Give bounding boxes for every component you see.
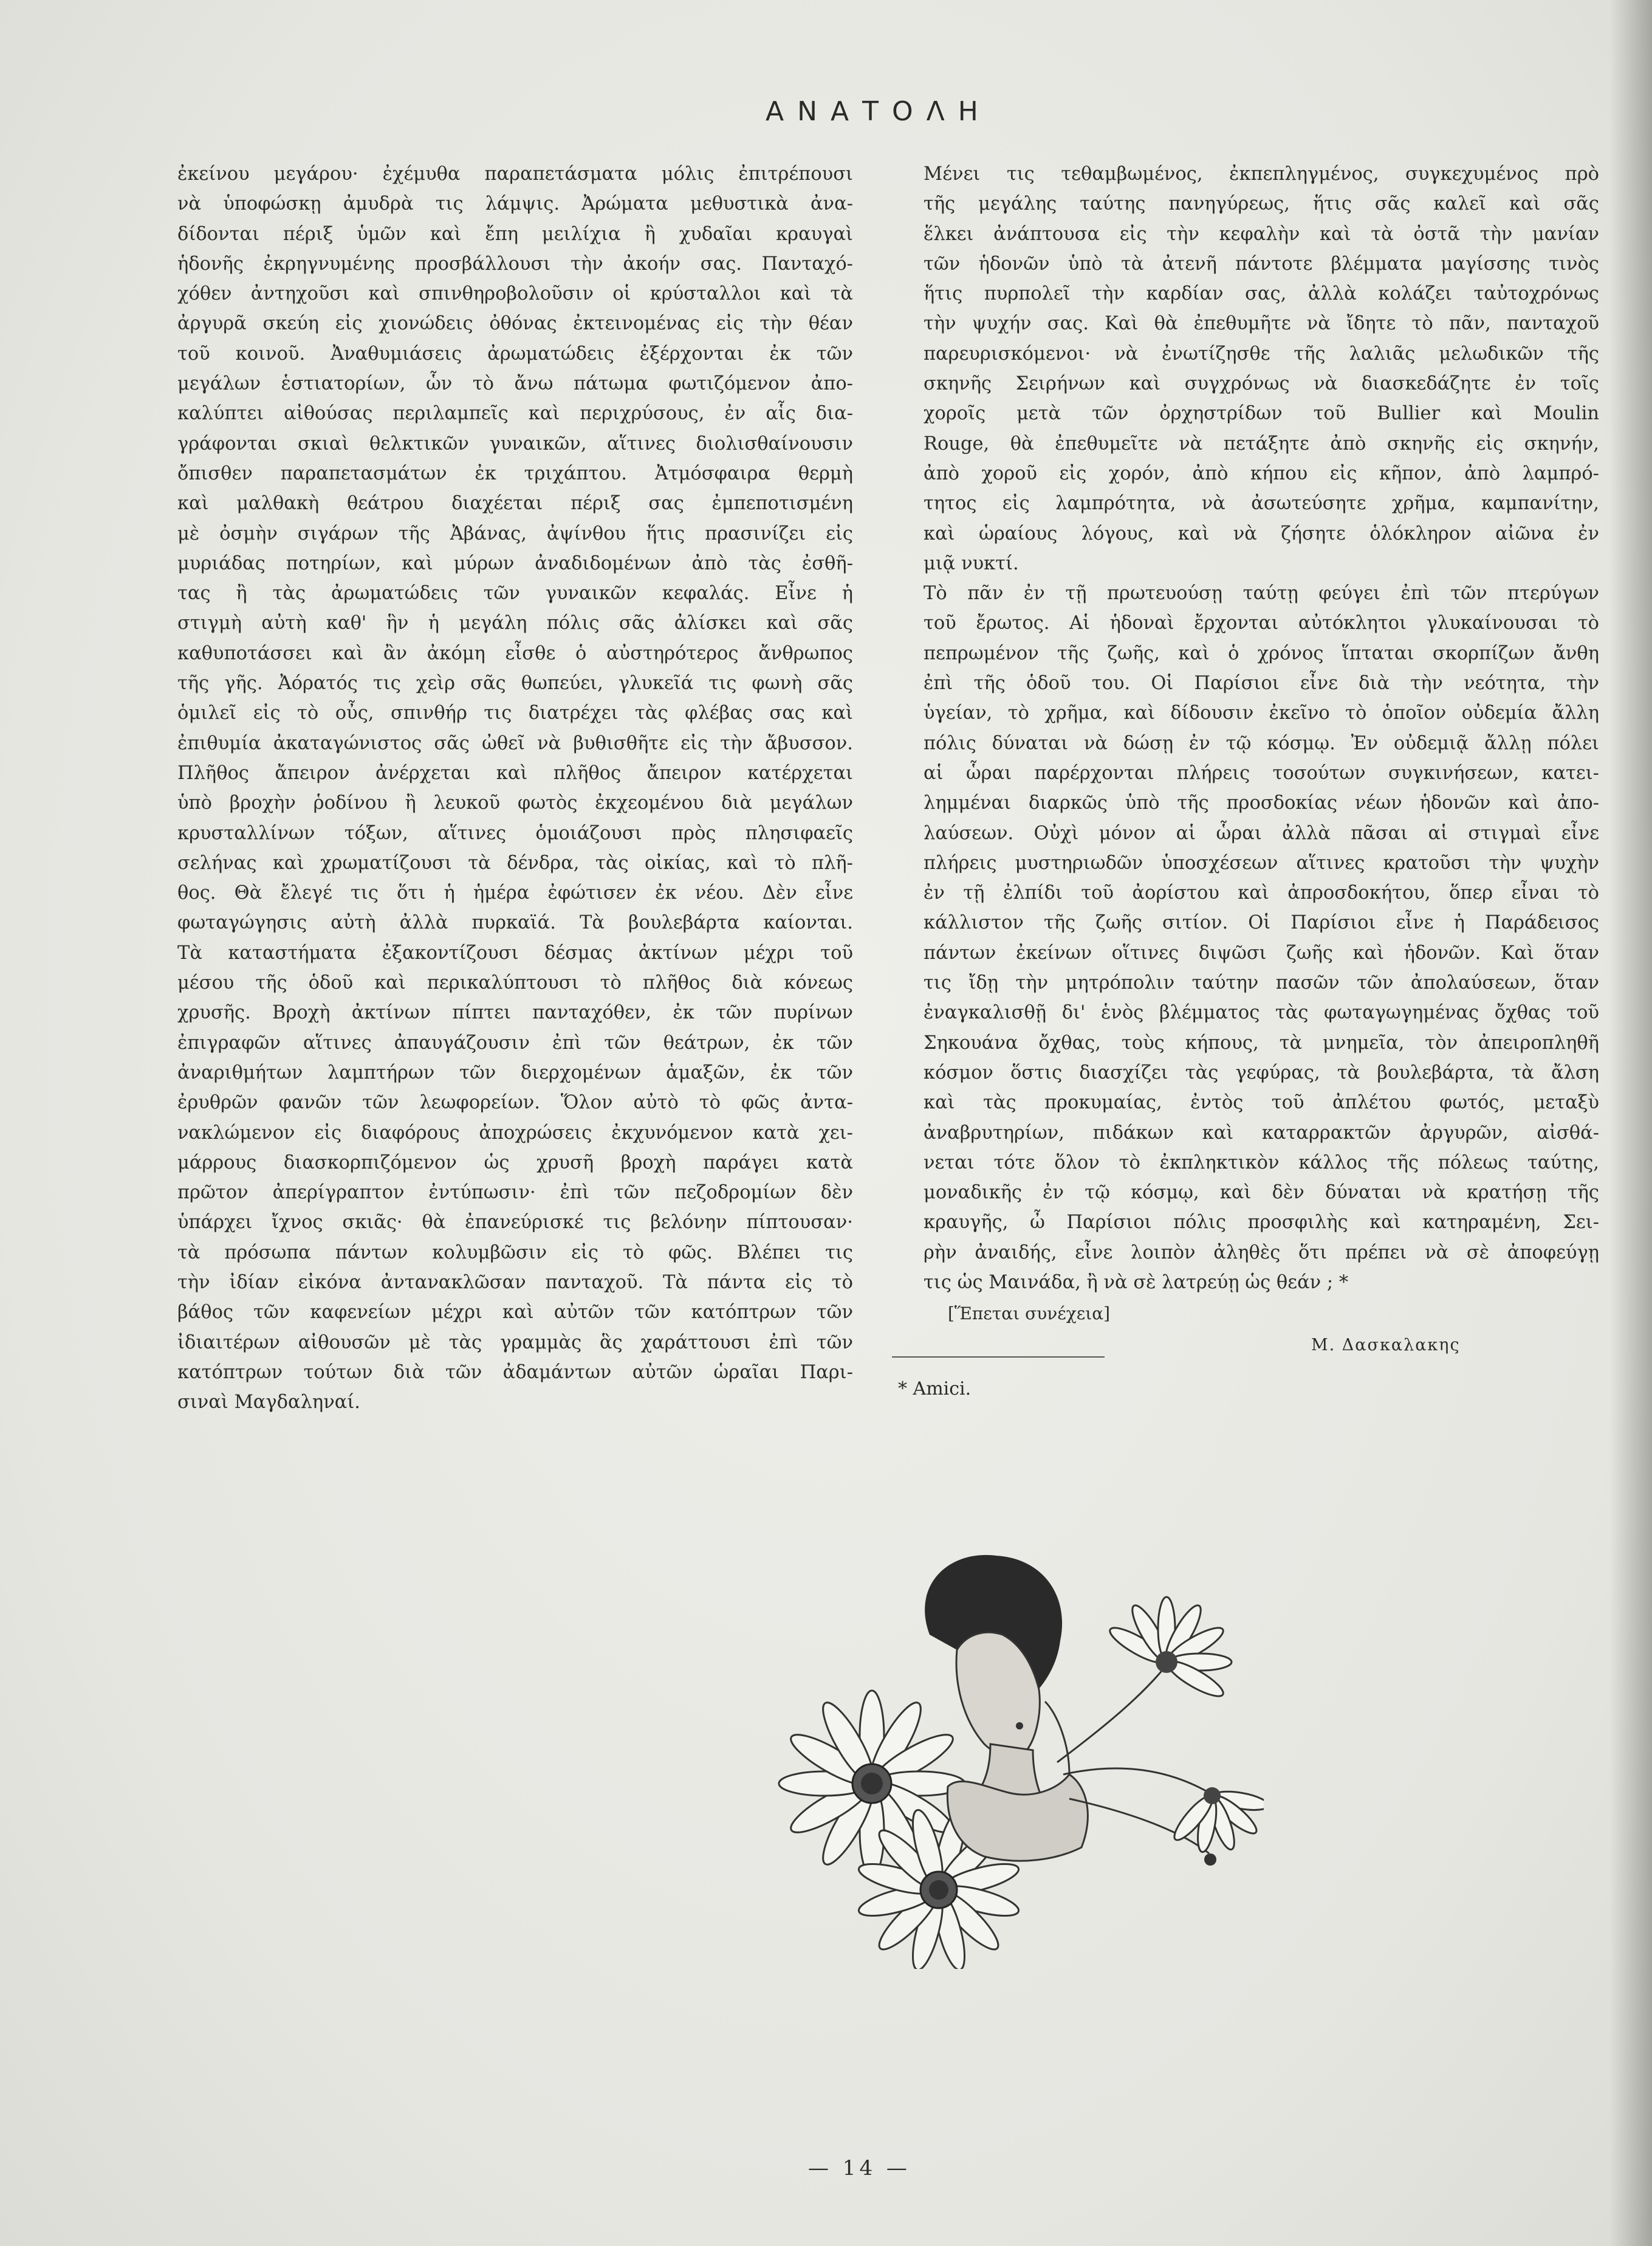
- text-line: τὴν ἰδίαν εἰκόνα ἀντανακλῶσαν πανταχοῦ. Τὰ πάντα εἰς τὸ: [177, 1271, 853, 1293]
- text-line: λημμέναι διαρκῶς ὑπὸ τῆς προσδοκίας νέων ἡδονῶν καὶ ἀπο-: [924, 792, 1599, 814]
- left-column: [177, 159, 853, 1417]
- text-line: ἡδονῆς ἐκρηγνυμένης προσβάλλουσι τὴν ἀκοήν σας. Πανταχό-: [177, 253, 853, 275]
- text-line: τας ἢ τὰς ἀρωματώδεις τῶν γυναικῶν κεφαλάς. Εἶνε ἡ: [177, 583, 853, 605]
- text-line: σελήνας καὶ χρωματίζουσι τὰ δένδρα, τὰς οἰκίας, καὶ τὸ πλῆ-: [177, 852, 853, 874]
- text-line: πρῶτον ἀπερίγραπτον ἐντύπωσιν· ἐπὶ τῶν πεζοδρομίων δὲν: [177, 1182, 853, 1204]
- text-line: ὄπισθεν παραπετασμάτων ἐκ τριχάπτου. Ἀτμόσφαιρα θερμὴ: [177, 462, 853, 484]
- text-line: ἐπιθυμία ἀκαταγώνιστος σᾶς ὠθεῖ νὰ βυθισθῆτε εἰς τὴν ἄβυσσον.: [177, 732, 853, 754]
- text-line: κατόπτρων τούτων διὰ τῶν ἀδαμάντων αὐτῶν ὡραῖαι Παρι-: [177, 1361, 853, 1383]
- text-line: τις ὡς Μαινάδα, ἢ νὰ σὲ λατρεύῃ ὡς θεάν ; *: [924, 1271, 1349, 1293]
- text-line: τοῦ κοινοῦ. Ἀναθυμιάσεις ἀρωματώδεις ἐξέρχονται ἐκ τῶν: [177, 343, 853, 365]
- woman-portrait-with-daisies-icon: [729, 1544, 1264, 1969]
- text-line: τητος εἰς λαμπρότητα, νὰ ἀσωτεύσητε χρῆμα, καμπανίτην,: [924, 493, 1599, 515]
- text-line: πάντων ἐκείνων οἵτινες διψῶσι ζωῆς καὶ ἡδονῶν. Καὶ ὅταν: [924, 942, 1599, 964]
- text-line: μέσου τῆς ὁδοῦ καὶ περικαλύπτουσι τὸ πλῆθος διὰ κόνεως: [177, 972, 853, 994]
- text-line: χρυσῆς. Βροχὴ ἀκτίνων πίπτει πανταχόθεν, ἐκ τῶν πυρίνων: [177, 1002, 853, 1024]
- author-signature: Μ. Δασκαλακης: [1311, 1336, 1461, 1355]
- text-line: τὰ πρόσωπα πάντων κολυμβῶσιν εἰς τὸ φῶς. Βλέπει τις: [177, 1241, 853, 1263]
- text-line: ἀργυρᾶ σκεύη εἰς χιονώδεις ὀθόνας ἐκτεινομένας εἰς τὴν θέαν: [177, 313, 853, 335]
- text-line: τοῦ ἔρωτος. Αἱ ἡδοναὶ ἔρχονται αὐτόκλητοι γλυκαίνουσαι τὸ: [924, 613, 1599, 634]
- text-line: καὶ τὰς προκυμαίας, ἐντὸς τοῦ ἀπλέτου φωτός, μεταξὺ: [924, 1092, 1599, 1114]
- text-line: Τὰ καταστήματα ἐξακοντίζουσι δέσμας ἀκτίνων μέχρι τοῦ: [177, 942, 853, 964]
- text-line: ἐπιγραφῶν αἵτινες ἀπαυγάζουσιν ἐπὶ τῶν θεάτρων, ἐκ τῶν: [177, 1032, 853, 1054]
- text-line: Πλῆθος ἄπειρον ἀνέρχεται καὶ πλῆθος ἄπειρον κατέρχεται: [177, 762, 853, 784]
- text-line: τῶν ἡδονῶν ὑπὸ τὰ ἀτενῆ πάντοτε βλέμματα μαγίσσης τινὸς: [924, 253, 1599, 275]
- text-line: τῆς μεγάλης ταύτης πανηγύρεως, ἥτις σᾶς καλεῖ καὶ σᾶς: [924, 193, 1599, 215]
- page-header: ΑΝΑΤΟΛΗ: [766, 96, 992, 127]
- text-line: χοροῖς μετὰ τῶν ὀρχηστρίδων τοῦ Bullier καὶ Moulin: [924, 403, 1599, 425]
- text-line: κόσμον ὅστις διασχίζει τὰς γεφύρας, τὰ βουλεβάρτα, τὰ ἄλση: [924, 1062, 1599, 1084]
- text-line: μὲ ὀσμὴν σιγάρων τῆς Ἀβάνας, ἀψίνθου ἥτις πρασινίζει εἰς: [177, 523, 853, 544]
- text-line: πόλις δύναται νὰ δώσῃ ἐν τῷ κόσμῳ. Ἐν οὐδεμιᾷ ἄλλῃ πόλει: [924, 732, 1599, 754]
- text-line: ὑπὸ βροχὴν ῥοδίνου ἢ λευκοῦ φωτὸς ἐκχεομένου διὰ μεγάλων: [177, 792, 853, 814]
- text-line: μάρρους διασκορπιζόμενον ὡς χρυσῆ βροχὴ παράγει κατὰ: [177, 1152, 853, 1173]
- text-line: ἐκείνου μεγάρου· ἐχέμυθα παραπετάσματα μόλις ἐπιτρέπουσι: [177, 163, 853, 185]
- text-line: νὰ ὑποφώσκῃ ἀμυδρὰ τις λάμψις. Ἀρώματα μεθυστικὰ ἀνα-: [177, 193, 853, 215]
- continue-note: [Ἕπεται συνέχεια]: [948, 1303, 1111, 1324]
- text-line: ἀναβρυτηρίων, πιδάκων καὶ καταρρακτῶν ἀργυρῶν, αἰσθά-: [924, 1122, 1599, 1144]
- text-line: νεται τότε ὅλον τὸ ἐκπληκτικὸν κάλλος τῆς πόλεως ταύτης,: [924, 1152, 1599, 1173]
- footnote-rule: [892, 1356, 1105, 1358]
- text-line: ἐπὶ τῆς ὁδοῦ του. Οἱ Παρίσιοι εἶνε διὰ τὴν νεότητα, τὴν: [924, 673, 1599, 695]
- text-line: καθυποτάσσει καὶ ἂν ἀκόμη εἶσθε ὁ αὐστηρότερος ἄνθρωπος: [177, 642, 853, 664]
- text-line: ρὴν ἀναιδής, εἶνε λοιπὸν ἀληθὲς ὅτι πρέπει νὰ σὲ ἀποφεύγῃ: [924, 1241, 1599, 1263]
- page-number: — 14 —: [808, 2156, 911, 2180]
- text-line: παρευρισκόμενοι· νὰ ἐνωτίζησθε τῆς λαλιᾶς μελωδικῶν τῆς: [924, 343, 1599, 365]
- right-column: [924, 159, 1599, 1297]
- text-line: στιγμὴ αὐτὴ καθ' ἣν ἡ μεγάλη πόλις σᾶς ἀλίσκει καὶ σᾶς: [177, 613, 853, 634]
- bud-icon: [1204, 1853, 1216, 1866]
- text-line: Τὸ πᾶν ἐν τῇ πρωτευούσῃ ταύτῃ φεύγει ἐπὶ τῶν πτερύγων: [924, 583, 1599, 605]
- text-line: τις ἴδῃ τὴν μητρόπολιν ταύτην πασῶν τῶν ἀπολαύσεων, ὅταν: [924, 972, 1599, 994]
- text-line: νακλώμενον εἰς διαφόρους ἀποχρώσεις ἐκχυνόμενον κατὰ χει-: [177, 1122, 853, 1144]
- text-line: ὑγείαν, τὸ χρῆμα, καὶ δίδουσιν ἐκεῖνο τὸ ὁποῖον οὐδεμία ἄλλη: [924, 702, 1599, 724]
- text-line: καὶ μαλθακὴ θεάτρου διαχέεται πέριξ σας ἐμπεποτισμένη: [177, 493, 853, 515]
- text-line: γράφονται σκιαὶ θελκτικῶν γυναικῶν, αἵτινες διολισθαίνουσιν: [177, 433, 853, 455]
- text-line: Μένει τις τεθαμβωμένος, ἐκπεπληγμένος, συγκεχυμένος πρὸ: [924, 163, 1599, 185]
- footnote: * Amici.: [898, 1378, 972, 1399]
- text-line: τὴν ψυχήν σας. Καὶ θὰ ἐπεθυμῆτε νὰ ἴδητε τὸ πᾶν, πανταχοῦ: [924, 313, 1599, 335]
- text-line: καλύπτει αἰθούσας περιλαμπεῖς καὶ περιχρύσους, ἐν αἷς δια-: [177, 403, 853, 425]
- text-line: ἀπὸ χοροῦ εἰς χορόν, ἀπὸ κήπου εἰς κῆπον, ἀπὸ λαμπρό-: [924, 462, 1599, 484]
- text-line: σιναὶ Μαγδαληναί.: [177, 1392, 360, 1413]
- text-line: ἥτις πυρπολεῖ τὴν καρδίαν σας, ἀλλὰ κολάζει ταὐτοχρόνως: [924, 283, 1599, 305]
- text-line: ἐν τῇ ἐλπίδι τοῦ ἀορίστου καὶ ἀπροσδοκήτου, ὅπερ εἶναι τὸ: [924, 882, 1599, 904]
- text-line: μυριάδας ποτηρίων, καὶ μύρων ἀναδιδομένων ἀπὸ τὰς ἐσθῆ-: [177, 552, 853, 574]
- text-line: ὑπάρχει ἴχνος σκιᾶς· θὰ ἐπανεύρισκέ τις βελόνην πίπτουσαν·: [177, 1212, 853, 1234]
- text-line: Rouge, θὰ ἐπεθυμεῖτε νὰ πετάξητε ἀπὸ σκηνῆς εἰς σκηνήν,: [924, 433, 1599, 455]
- binding-shadow: [1609, 0, 1652, 2246]
- text-line: ἕλκει ἀνάπτουσα εἰς τὴν κεφαλὴν καὶ τὰ ὀστᾶ τὴν μανίαν: [924, 223, 1599, 245]
- text-line: καὶ ὡραίους λόγους, καὶ νὰ ζήσητε ὁλόκληρον αἰῶνα ἐν: [924, 523, 1599, 544]
- text-line: ἐναγκαλισθῇ δι' ἑνὸς βλέμματος τὰς φωταγωγημένας ὄχθας τοῦ: [924, 1002, 1599, 1024]
- text-line: κραυγῆς, ὦ Παρίσιοι πόλις προσφιλὴς καὶ κατηραμένη, Σει-: [924, 1212, 1599, 1234]
- text-line: ἐρυθρῶν φανῶν τῶν λεωφορείων. Ὅλον αὐτὸ τὸ φῶς ἀντα-: [177, 1092, 853, 1114]
- text-line: πλήρεις μυστηριωδῶν ὑποσχέσεων αἵτινες κρατοῦσι τὴν ψυχὴν: [924, 852, 1599, 874]
- text-line: μεγάλων ἑστιατορίων, ὧν τὸ ἄνω πάτωμα φωτιζόμενον ἀπο-: [177, 373, 853, 395]
- text-line: χόθεν ἀντηχοῦσι καὶ σπινθηροβολοῦσιν οἱ κρύσταλλοι καὶ τὰ: [177, 283, 853, 305]
- daisy-right-bloom-icon: [1106, 1597, 1232, 1702]
- daisy-far-right-icon: [1170, 1787, 1264, 1853]
- woman-portrait-icon: [925, 1555, 1088, 1861]
- text-line: βάθος τῶν καφενείων μέχρι καὶ αὐτῶν τῶν κατόπτρων τῶν: [177, 1302, 853, 1324]
- text-line: ἰδιαιτέρων αἰθουσῶν μὲ τὰς γραμμὰς ἃς χαράττουσι ἐπὶ τῶν: [177, 1331, 853, 1353]
- text-line: μιᾷ νυκτί.: [924, 552, 1019, 574]
- text-line: φωταγώγησις αὐτὴ ἀλλὰ πυρκαϊά. Τὰ βουλεβάρτα καίονται.: [177, 912, 853, 934]
- text-line: Σηκουάνα ὄχθας, τοὺς κήπους, τὰ μνημεῖα, τὸν ἀπειροπληθῆ: [924, 1032, 1599, 1054]
- text-line: λαύσεων. Οὐχὶ μόνον αἱ ὧραι ἀλλὰ πᾶσαι αἱ στιγμαὶ εἶνε: [924, 822, 1599, 844]
- text-line: σκηνῆς Σειρήνων καὶ συγχρόνως νὰ διασκεδάζητε ἐν τοῖς: [924, 373, 1599, 395]
- text-line: πεπρωμένον τῆς ζωῆς, καὶ ὁ χρόνος ἵπταται σκορπίζων ἄνθη: [924, 642, 1599, 664]
- text-line: κρυσταλλίνων τόξων, αἵτινες ὁμοιάζουσι πρὸς πλησιφαεῖς: [177, 822, 853, 844]
- text-line: δίδονται πέριξ ὑμῶν καὶ ἔπη μειλίχια ἢ χυδαῖαι κραυγαὶ: [177, 223, 853, 245]
- text-line: ἀναριθμήτων λαμπτήρων τῶν διερχομένων ἁμαξῶν, ἐκ τῶν: [177, 1062, 853, 1084]
- text-line: αἱ ὧραι παρέρχονται πλήρεις τοσούτων συγκινήσεων, κατει-: [924, 762, 1599, 784]
- text-line: ὁμιλεῖ εἰς τὸ οὖς, σπινθήρ τις διατρέχει τὰς φλέβας σας καὶ: [177, 702, 853, 724]
- text-line: τῆς γῆς. Ἀόρατός τις χεὶρ σᾶς θωπεύει, γλυκεῖά τις φωνὴ σᾶς: [177, 673, 853, 695]
- text-line: μοναδικῆς ἐν τῷ κόσμῳ, καὶ δὲν δύναται νὰ κρατήσῃ τῆς: [924, 1182, 1599, 1204]
- text-line: θος. Θὰ ἔλεγέ τις ὅτι ἡ ἡμέρα ἐφώτισεν ἐκ νέου. Δὲν εἶνε: [177, 882, 853, 904]
- text-line: κάλλιστον τῆς ζωῆς σιτίον. Οἱ Παρίσιοι εἶνε ἡ Παράδεισος: [924, 912, 1599, 934]
